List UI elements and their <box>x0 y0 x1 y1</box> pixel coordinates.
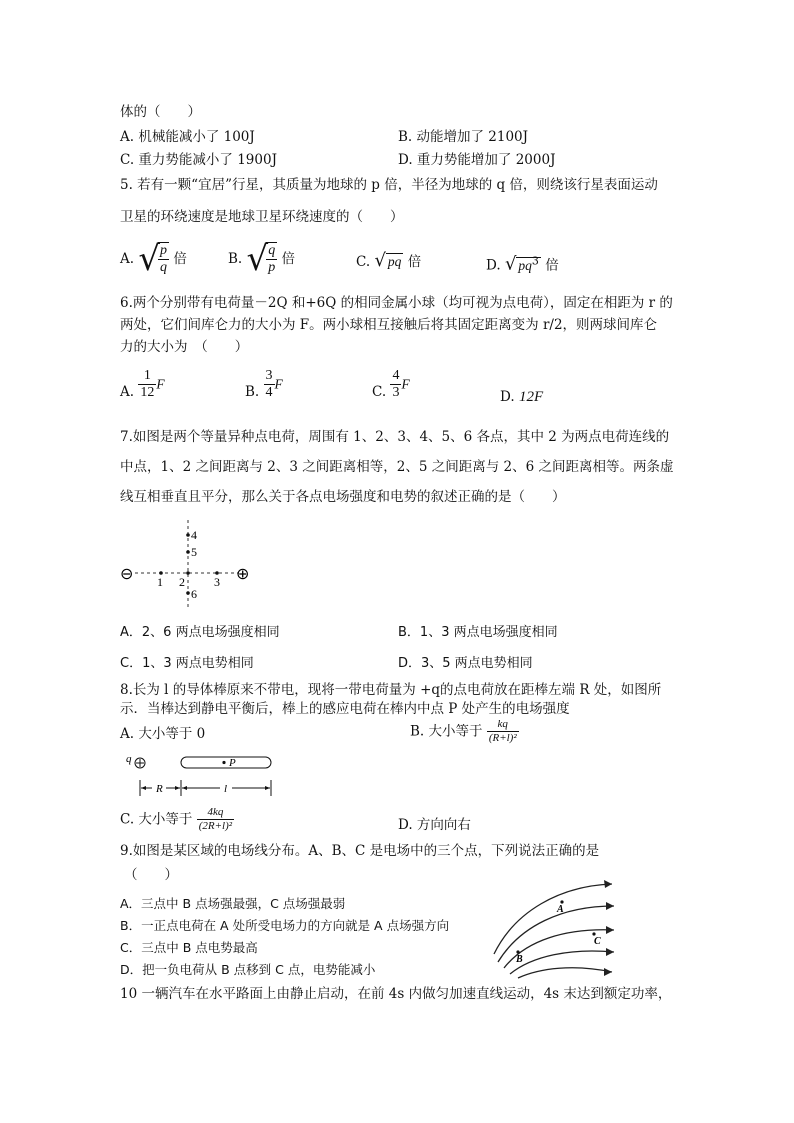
q5-option-a <box>120 239 187 286</box>
q9-option-a: A．三点中 B 点场强最强，C 点场强最弱 <box>120 896 346 911</box>
q8-option-c-label: C. 大小等于 <box>120 811 193 828</box>
q5-option-b-label: B. <box>228 251 243 267</box>
arrow-head-1 <box>604 880 612 888</box>
q9-stem-line2: （ ） <box>124 867 178 883</box>
q4-option-b: B. 动能增加了 2100J <box>398 129 529 145</box>
distance-r-label: R <box>156 783 163 795</box>
q5-option-a-label: A. <box>120 251 135 267</box>
q6-stem-line1: 6.两个分别带有电荷量－2Q 和+6Q 的相同金属小球（均可视为点电荷），固定在相距为 r 的 <box>120 295 673 311</box>
sqrt-icon: √ <box>138 239 161 279</box>
arrow-head-4 <box>606 948 614 956</box>
point-2 <box>186 571 190 575</box>
point-6 <box>186 591 190 595</box>
q8-option-b-label: B. 大小等于 <box>410 723 483 740</box>
q10-stem-line1: 10 一辆汽车在水平路面上由静止启动，在前 4s 内做匀加速直线运动，4s 末达到额定功率， <box>120 986 672 1002</box>
arrow-head-3 <box>606 926 614 934</box>
q5-option-d-suffix: 倍 <box>545 257 559 274</box>
q6-option-a <box>120 368 165 408</box>
q6-stem-line3: 力的大小为 （ ） <box>120 339 249 355</box>
q8-option-c <box>120 806 234 840</box>
q7-option-a: A．2、6 两点电场强度相同 <box>120 625 280 640</box>
q5-option-b-suffix: 倍 <box>281 251 295 267</box>
q6-option-b <box>245 368 283 408</box>
q6-option-b-den: 4 <box>265 385 273 400</box>
label-3: 3 <box>214 575 220 589</box>
q8-rod-figure <box>120 750 280 802</box>
q6-option-d <box>500 388 543 406</box>
q8-option-b-den: (R+l)² <box>488 732 517 744</box>
q9-option-b: B．一正点电荷在 A 处所受电场力的方向就是 A 点场强方向 <box>120 918 450 933</box>
q6-option-a-den: 12 <box>140 385 155 400</box>
arrow-head-5 <box>604 968 612 976</box>
q9-option-d: D．把一负电荷从 B 点移到 C 点，电势能减小 <box>120 962 376 977</box>
label-2: 2 <box>179 575 185 589</box>
q5-option-c-expr: pq <box>387 254 402 269</box>
field-line-4 <box>510 951 614 974</box>
sqrt-icon: √ <box>374 250 386 271</box>
q5-option-d-exp: 3 <box>531 254 539 267</box>
q8-option-b-num: kq <box>487 718 519 732</box>
point-c-label: C <box>594 936 601 947</box>
q5-option-a-suffix: 倍 <box>173 251 187 267</box>
q7-option-c: C．1、3 两点电势相同 <box>120 656 254 671</box>
q6-option-c-var: F <box>401 376 410 392</box>
q8-option-d: D. 方向向右 <box>398 817 471 833</box>
positive-charge-icon: ⊕ <box>236 566 250 583</box>
q8-option-b <box>410 718 519 752</box>
length-l-label: l <box>224 783 228 795</box>
q6-option-c-den: 3 <box>392 385 400 400</box>
q6-option-d-label: D. <box>500 389 515 405</box>
q8-option-c-den: (2R+l)² <box>198 820 233 832</box>
q6-option-b-var: F <box>274 376 283 392</box>
q8-option-c-num: 4kq <box>197 806 234 820</box>
q9-field-lines-figure <box>490 876 620 980</box>
label-6: 6 <box>191 587 197 601</box>
point-b-label: B <box>516 954 523 965</box>
point-4 <box>186 533 190 537</box>
point-a-label: A <box>557 904 564 915</box>
q7-dipole-figure <box>115 520 265 610</box>
q6-option-a-var: F <box>156 376 165 392</box>
sqrt-icon: √ <box>504 253 517 275</box>
label-4: 4 <box>191 528 197 542</box>
label-5: 5 <box>191 545 197 559</box>
q7-option-b: B．1、3 两点电场强度相同 <box>398 625 558 640</box>
arrow-head-2 <box>606 902 614 910</box>
q6-option-a-label: A. <box>120 384 135 400</box>
q8-stem-line2: 示．当棒达到静电平衡后，棒上的感应电荷在棒内中点 P 处产生的电场强度 <box>120 701 570 717</box>
q5-option-b <box>228 239 295 286</box>
field-line-5 <box>518 968 612 978</box>
q5-stem-line1: 5. 若有一颗“宜居”行星，其质量为地球的 p 倍，半径为地球的 q 倍，则绕该行星表面运动 <box>120 177 658 193</box>
point-p <box>222 761 225 764</box>
q4-option-c: C. 重力势能减小了 1900J <box>120 152 277 168</box>
q5-option-d-label: D. <box>486 257 501 274</box>
q5-option-a-num: p <box>160 243 168 258</box>
q7-stem-line1: 7.如图是两个等量异种点电荷，周围有 1、2、3、4、5、6 各点，其中 2 为两点电荷连线的 <box>120 429 670 445</box>
point-p-label: P <box>229 757 236 769</box>
q9-stem-line1: 9.如图是某区域的电场线分布。A、B、C 是电场中的三个点，下列说法正确的是 <box>120 843 600 859</box>
q5-option-d <box>486 252 559 275</box>
q4-option-d: D. 重力势能增加了 2000J <box>398 152 556 168</box>
q7-option-d: D．3、5 两点电势相同 <box>398 656 533 671</box>
q6-option-c <box>372 368 410 408</box>
q8-option-a: A. 大小等于 0 <box>120 726 206 742</box>
q5-option-a-den: q <box>160 260 168 275</box>
q7-stem-line3: 线互相垂直且平分，那么关于各点电场强度和电势的叙述正确的是（ ） <box>120 489 566 505</box>
label-1: 1 <box>157 575 163 589</box>
q9-option-c: C．三点中 B 点电势最高 <box>120 940 258 955</box>
q5-option-c-label: C. <box>356 254 371 270</box>
q6-option-d-expr: 12F <box>518 389 544 405</box>
q4-option-a: A. 机械能减小了 100J <box>120 129 255 145</box>
q5-option-b-num: q <box>268 243 276 258</box>
q6-option-b-num: 3 <box>265 368 273 383</box>
q6-stem-line2: 两处，它们间库仑力的大小为 F。两小球相互接触后将其固定距离变为 r/2，则两球间库仑 <box>120 317 658 333</box>
q6-option-a-num: 1 <box>138 368 156 385</box>
q6-option-b-label: B. <box>245 384 260 400</box>
negative-charge-icon: ⊖ <box>120 566 134 583</box>
q5-option-d-expr: pq <box>518 257 532 273</box>
q5-option-c <box>356 252 421 271</box>
q5-option-b-den: p <box>268 260 276 275</box>
q6-option-c-label: C. <box>372 384 387 400</box>
q5-option-c-suffix: 倍 <box>407 254 422 270</box>
point-charge-label: q <box>126 753 132 765</box>
conductor-rod <box>181 757 271 768</box>
q4-stem-tail: 体的（ ） <box>120 104 201 120</box>
q6-option-c-num: 4 <box>392 368 400 383</box>
q8-stem-line1: 8.长为 l 的导体棒原来不带电，现将一带电荷量为 +q的点电荷放在距棒左端 R 处，如图所 <box>120 682 662 698</box>
point-5 <box>186 550 190 554</box>
q5-stem-line2: 卫星的环绕速度是地球卫星环绕速度的（ ） <box>120 209 404 225</box>
q7-stem-line2: 中点，1、2 之间距离与 2、3 之间距离相等，2、5 之间距离与 2、6 之间距离相等。两条虚 <box>120 459 674 475</box>
sqrt-icon: √ <box>246 239 269 279</box>
